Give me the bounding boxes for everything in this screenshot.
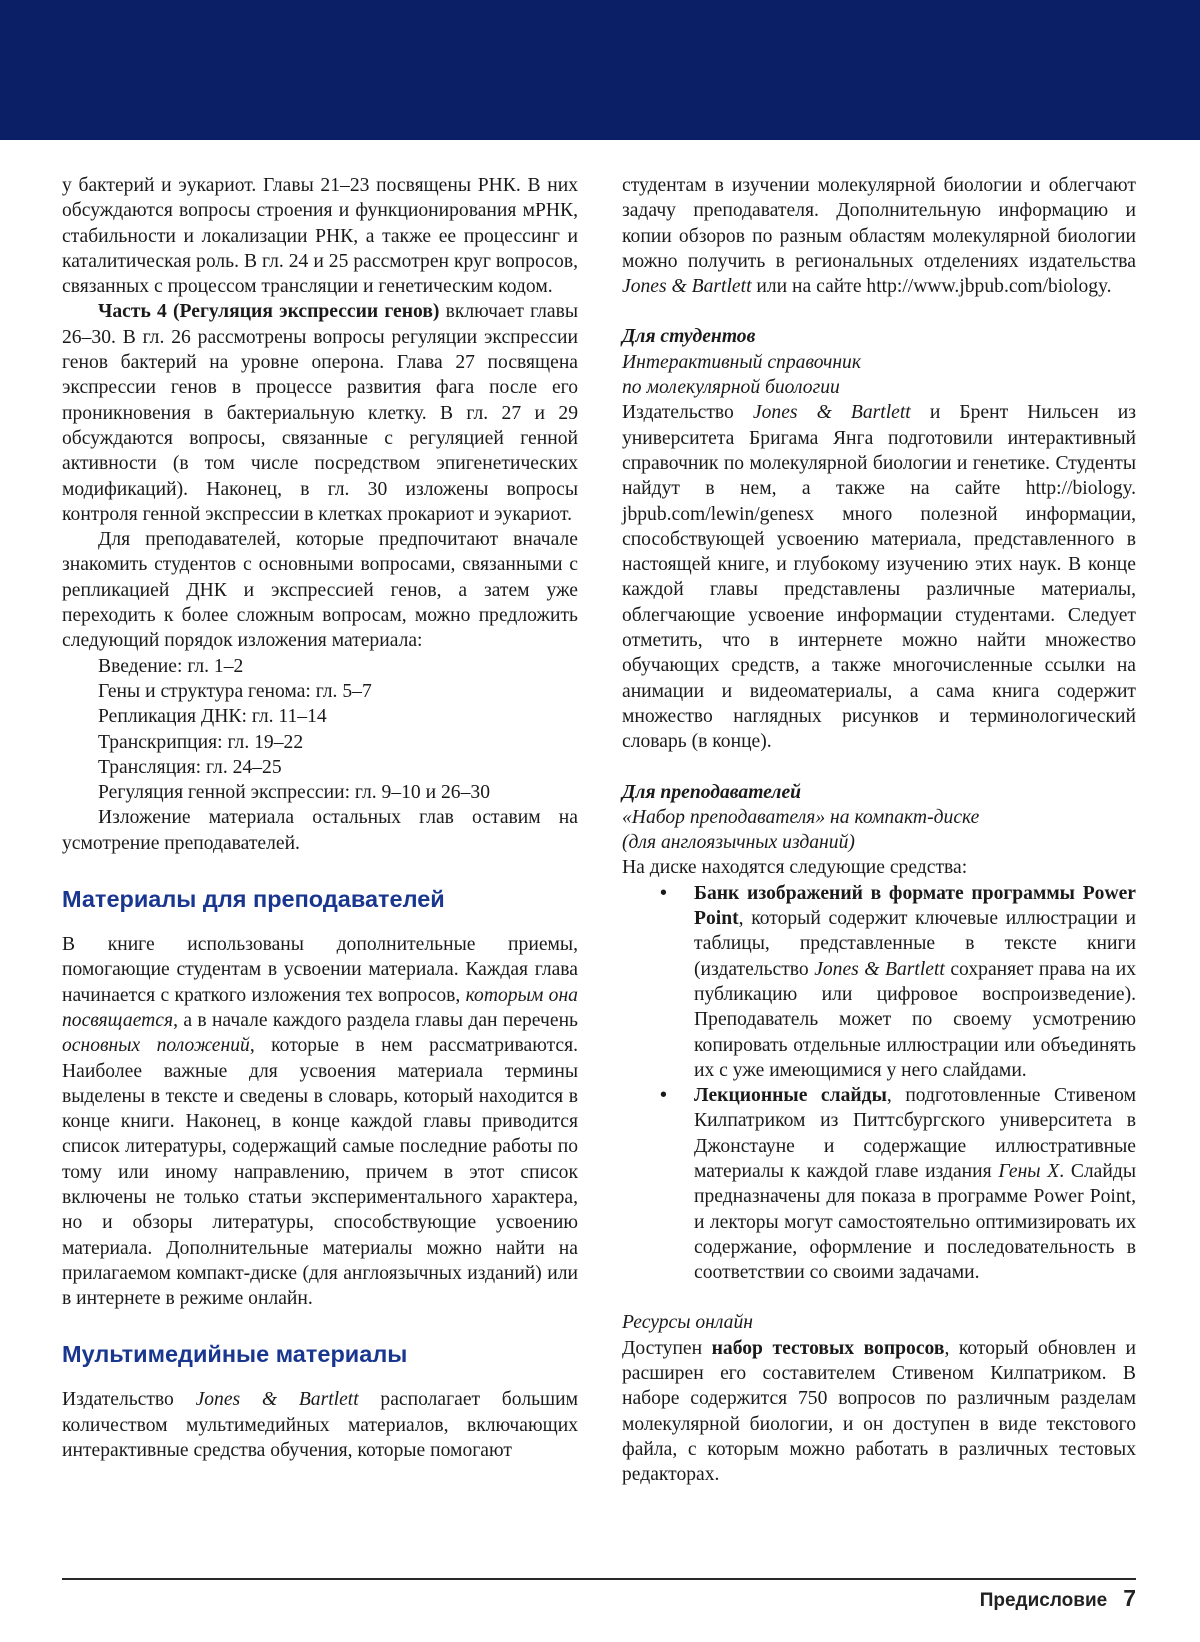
- list-item: Репликация ДНК: гл. 11–14: [98, 706, 327, 728]
- paragraph-text: , который обновлен и расширен его составителем Стивеном Килпатриком. В наборе содержится 750 вопросов по различным разделам молекулярной биологии, и он доступен в виде текстового файла, с которым можно работать в различных тестовых редакторах.: [622, 1337, 1136, 1486]
- chapter-order-list: [62, 654, 578, 806]
- item-title: Лекционные слайды: [694, 1085, 887, 1107]
- list-item: Регуляция генной экспрессии: гл. 9–10 и 26–30: [98, 782, 490, 804]
- paragraph-text: В книге использованы дополнительные приемы, помогающие студентам в усвоении материала. Каждая глава начинается с краткого изложения тех вопросов,: [62, 934, 578, 1006]
- subsection-subtitle: (для англоязычных изданий): [622, 832, 855, 854]
- bullet-icon: •: [660, 1085, 667, 1107]
- list-item: [622, 881, 1136, 1083]
- paragraph: у бактерий и эукариот. Главы 21–23 посвящены РНК. В них обсуждаются вопросы строения и функционирования мРНК, стабильности и локализации РНК, а также ее процессинг и каталитическая роль. В гл. 24 и 25 рассмотрен круг вопросов, связанных с процессом трансляции и генетическим кодом.: [62, 175, 578, 298]
- subsection-subtitle: «Набор преподавателя» на компакт-диске: [622, 806, 980, 828]
- publisher-name: Jones & Bartlett: [195, 1389, 359, 1411]
- item-text: сохраняет права на их публикацию или цифровое воспроизведение). Преподаватель может по своему усмотрению копировать отдельные иллюстрации или объединять их с уже имеющимися у него слайдами.: [694, 958, 1136, 1081]
- subsection-heading: Для студентов: [622, 326, 756, 348]
- left-column: [62, 173, 578, 1463]
- paragraph: Изложение материала остальных глав оставим на усмотрение преподавателей.: [62, 807, 578, 854]
- paragraph: Для преподавателей, которые предпочитают вначале знакомить студентов с основными вопросами, связанными с репликацией ДНК и экспрессией генов, а затем уже переходить к более сложным вопросам, можно предложить следующий порядок изложения материала:: [62, 529, 578, 652]
- part-title: Часть 4 (Регуляция экспрессии генов): [98, 301, 440, 323]
- paragraph-text: включает главы 26–30. В гл. 26 рассмотрены вопросы регуляции экспрессии генов бактерий на уровне оперона. Глава 27 посвящена экспрессии генов в процессе развития фага после его проникновения в бактериальную клетку. В гл. 27 и 29 обсуждаются вопросы, связанные с регуляцией генной активности (в том числе посредством эпигенетических модификаций). Наконец, в гл. 30 изложены вопросы контроля генной экспрессии в клетках прокариот и эукариот.: [62, 301, 578, 525]
- publisher-name: Jones & Bartlett: [622, 276, 752, 298]
- list-item: Введение: гл. 1–2: [98, 655, 244, 677]
- emphasis: которым она посвящается: [62, 984, 578, 1031]
- paragraph: [62, 932, 578, 1311]
- paragraph: [62, 1387, 578, 1463]
- running-title: Предисловие: [979, 1590, 1108, 1611]
- publisher-name: Jones & Bartlett: [814, 958, 945, 980]
- paragraph-text: Издательство: [622, 402, 753, 424]
- subsection-subtitle: Интерактивный справочник: [622, 351, 862, 373]
- section-heading: Мультимедийные материалы: [62, 1341, 408, 1368]
- list-item: Гены и структура генома: гл. 5–7: [98, 680, 372, 702]
- item-text: , подготовленные Стивеном Килпатриком из Питтсбургского университета в Джонстауне и содержащие иллюстративные материалы к каждой главе издания: [694, 1085, 1136, 1182]
- subsection-heading: Для преподавателей: [622, 781, 802, 803]
- paragraph-text: , которые в нем рассматриваются. Наиболее важные для усвоения материала термины выделены в тексте и сведены в словарь, который находится в конце книги. Наконец, в конце каждой главы приводится список литературы, содержащий самые последние работы по тому или иному направлению, причем в этот список включены не только статьи экспериментального характера, но и обзоры литературы, способствующие усвоению материала. Дополнительные материалы можно найти на прилагаемом компакт-диске (для англоязычных изданий) или в интернете в режиме онлайн.: [62, 1035, 578, 1310]
- footer-rule: [62, 1578, 1136, 1580]
- resources-list: [622, 881, 1136, 1286]
- subsection-subtitle: по молекулярной биологии: [622, 377, 840, 399]
- paragraph: [622, 1336, 1136, 1488]
- item-text: . Слайды предназначены для показа в программе Power Point, и лекторы могут самостоятельно оптимизировать их содержание, оформление и последовательность в соответствии со своими задачами.: [694, 1160, 1136, 1284]
- publisher-name: Jones & Bartlett: [752, 402, 911, 424]
- list-item: Трансляция: гл. 24–25: [98, 756, 282, 778]
- paragraph: [622, 173, 1136, 299]
- paragraph-text: Доступен: [622, 1337, 712, 1359]
- emphasis: основных положений: [62, 1035, 250, 1057]
- book-title: Гены X: [998, 1160, 1060, 1182]
- emphasis: набор тестовых вопросов: [711, 1337, 945, 1359]
- list-item: Транскрипция: гл. 19–22: [98, 731, 304, 753]
- right-column: [622, 173, 1136, 1488]
- paragraph-text: студентам в изучении молекулярной биологии и облегчают задачу преподавателя. Дополнительную информацию и копии обзоров по разным областям молекулярной биологии можно получить в региональных отделениях издательства: [622, 175, 1136, 272]
- paragraph: [62, 299, 578, 527]
- item-title: Банк изображений в формате программы Power Point: [694, 882, 1136, 930]
- paragraph-text: или на сайте http://www.jbpub.com/biology.: [751, 276, 1112, 298]
- paragraph-text: располагает большим количеством мультимедийных материалов, включающих интерактивные средства обучения, которые помогают: [62, 1389, 578, 1462]
- list-item: [622, 1083, 1136, 1285]
- paragraph: На диске находятся следующие средства:: [622, 857, 968, 879]
- item-text: , который содержит ключевые иллюстрации и таблицы, представленные в тексте книги (издательство: [694, 908, 1136, 980]
- paragraph: [622, 400, 1136, 754]
- header-band: [0, 0, 1200, 140]
- paragraph-text: Издательство: [62, 1389, 196, 1411]
- page-number: 7: [1123, 1585, 1136, 1611]
- page-footer: [980, 1585, 1136, 1612]
- bullet-icon: •: [660, 882, 667, 904]
- subsection-subtitle: Ресурсы онлайн: [622, 1312, 753, 1334]
- paragraph-text: , а в начале каждого раздела главы дан перечень: [173, 1009, 578, 1031]
- paragraph-text: и Брент Нильсен из университета Бригама Янга подготовили интерактивный справочник по молекулярной биологии и генетике. Студенты найдут в нем, а также на сайте http://biology. jbpub.com/lewin/genesx много полезной информации, способствующей усвоению материала, представленного в настоящей книге, и глубокому изучению этих наук. В конце каждой главы представлены различные материалы, облегчающие усвоение информации студентами. Следует отметить, что в интернете можно найти множество обучающих средств, а также многочисленные ссылки на анимации и видеоматериалы, а сама книга содержит множество наглядных рисунков и терминологический словарь (в конце).: [622, 402, 1136, 753]
- section-heading: Материалы для преподавателей: [62, 886, 445, 913]
